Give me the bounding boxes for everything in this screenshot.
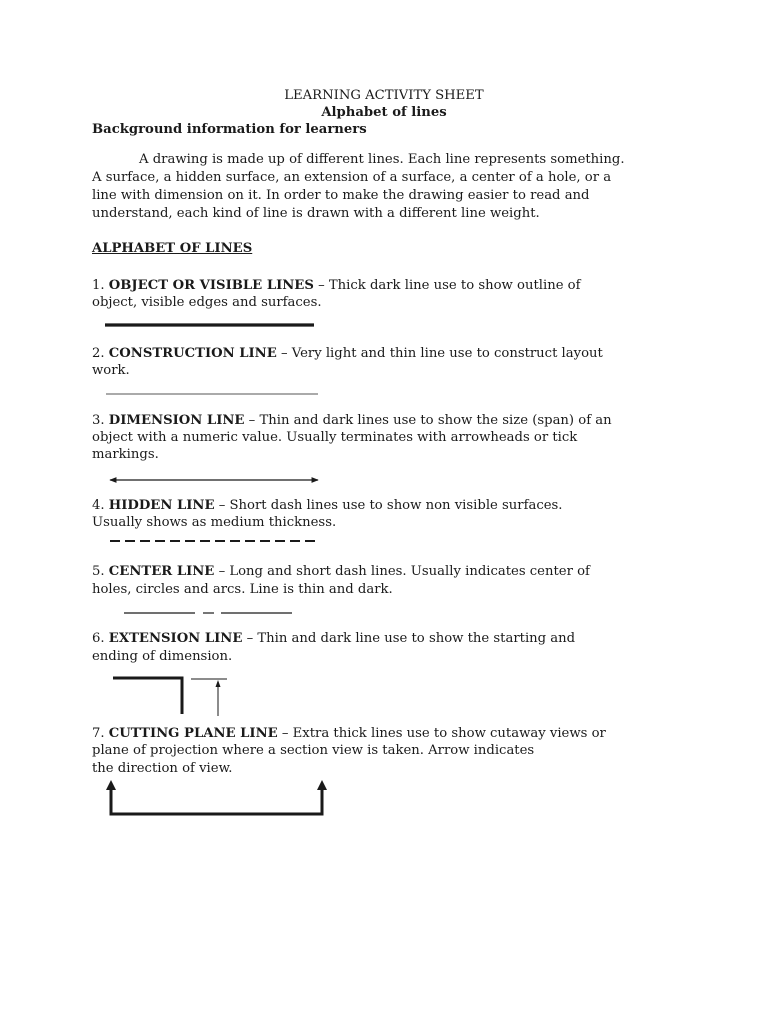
item-term: CENTER LINE <box>108 564 215 579</box>
item-description: – Very light and thin line use to construct layout <box>276 346 603 361</box>
item-number: 6. <box>92 631 105 646</box>
item-continuation: work. <box>92 363 130 378</box>
intro-line-3: line with dimension on it. In order to make the drawing easier to read and <box>92 188 590 203</box>
item-description: – Thin and dark line use to show the starting and <box>242 631 576 646</box>
item-number: 5. <box>92 564 105 579</box>
item-description: – Thin and dark lines use to show the size (span) of an <box>244 413 612 428</box>
background-subtitle: Background information for learners <box>92 122 367 137</box>
item-continuation: ending of dimension. <box>92 649 233 664</box>
item-continuation: plane of projection where a section view is taken. Arrow indicates <box>92 743 535 758</box>
item-term: CONSTRUCTION LINE <box>108 346 277 361</box>
intro-line-4: understand, each kind of line is drawn with a different line weight. <box>92 206 540 221</box>
item-term: OBJECT OR VISIBLE LINES <box>108 278 314 293</box>
page-title: Alphabet of lines <box>321 105 447 120</box>
item-description: – Short dash lines use to show non visible surfaces. <box>214 498 563 513</box>
item-continuation: holes, circles and arcs. Line is thin and dark. <box>92 582 393 597</box>
item-term: EXTENSION LINE <box>108 631 243 646</box>
item-continuation: the direction of view. <box>92 761 233 776</box>
item-description: – Thick dark line use to show outline of <box>313 278 581 293</box>
item-number: 1. <box>92 278 105 293</box>
item-term: HIDDEN LINE <box>108 498 215 513</box>
intro-line-2: A surface, a hidden surface, an extension of a surface, a center of a hole, or a <box>92 170 612 185</box>
item-continuation: object, visible edges and surfaces. <box>92 295 322 310</box>
item-number: 4. <box>92 498 105 513</box>
item-number: 7. <box>92 726 105 741</box>
item-description: – Extra thick lines use to show cutaway views or <box>277 726 606 741</box>
item-continuation: markings. <box>92 447 159 462</box>
item-continuation: Usually shows as medium thickness. <box>92 515 337 530</box>
section-heading: ALPHABET OF LINES <box>92 241 253 256</box>
extension-line-sample <box>113 678 227 716</box>
item-term: CUTTING PLANE LINE <box>108 726 278 741</box>
intro-line-1: A drawing is made up of different lines. Each line represents something. <box>139 152 625 167</box>
item-description: – Long and short dash lines. Usually indicates center of <box>214 564 590 579</box>
item-number: 3. <box>92 413 105 428</box>
sheet-label: LEARNING ACTIVITY SHEET <box>284 88 484 103</box>
item-number: 2. <box>92 346 105 361</box>
item-continuation: object with a numeric value. Usually terminates with arrowheads or tick <box>92 430 578 445</box>
item-term: DIMENSION LINE <box>108 413 245 428</box>
cutting-plane-line-sample <box>106 780 327 814</box>
